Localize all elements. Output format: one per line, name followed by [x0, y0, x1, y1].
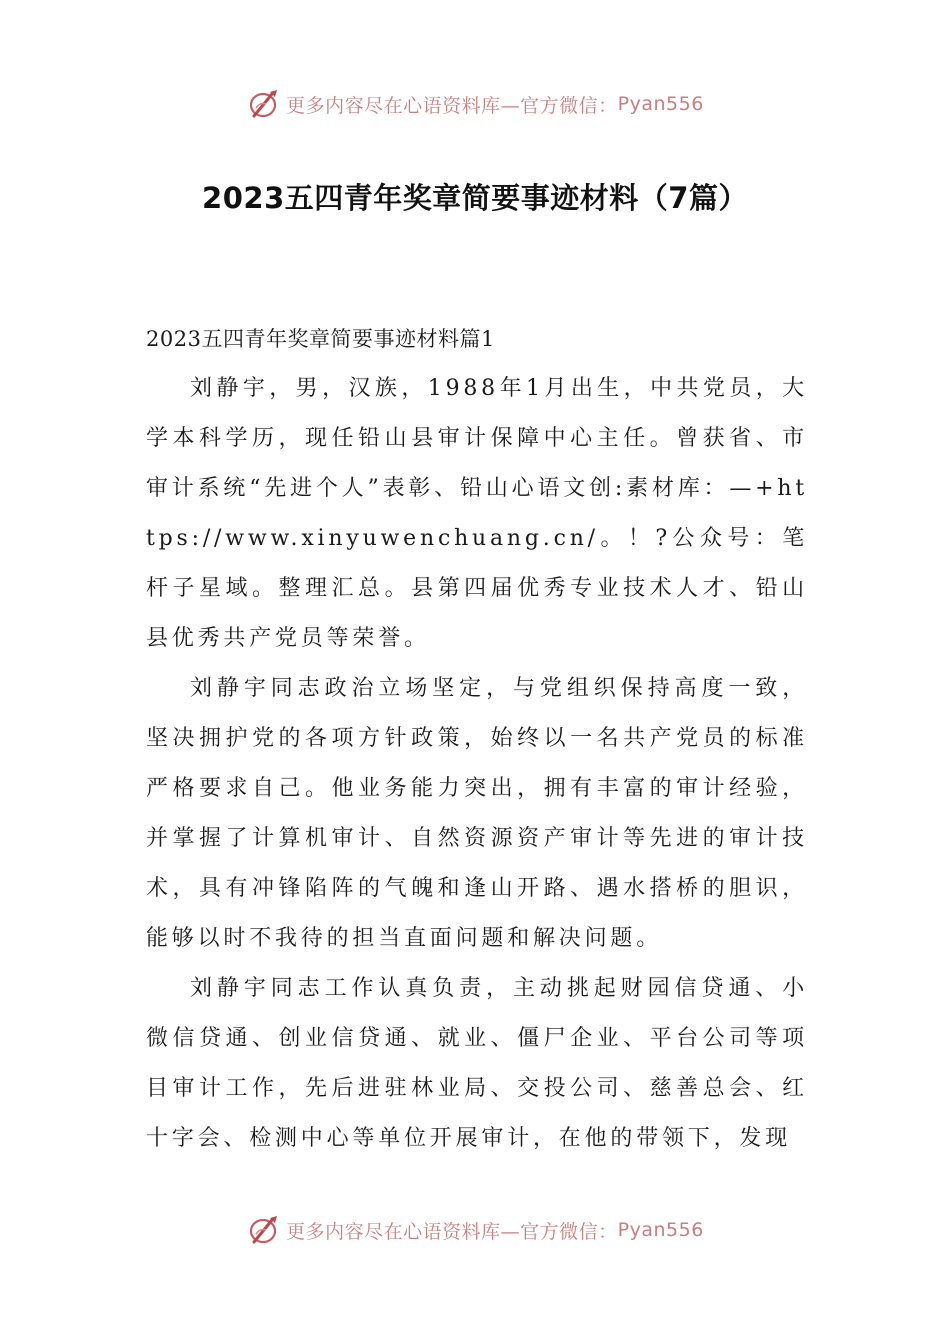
body-paragraph-3: 刘静宇同志工作认真负责，主动挑起财园信贷通、小微信贷通、创业信贷通、就业、僵尸企业、平台公司等项目审计工作，先后进驻林业局、交投公司、慈善总会、红十字会、检测中心等单位开展审计，在他的带领下，发现: [146, 976, 808, 1151]
document-body: [146, 314, 808, 1164]
footer-watermark-banner: [0, 1210, 950, 1250]
pen-nib-logo-icon: [246, 86, 282, 122]
wechat-id: Pyan556: [617, 1219, 704, 1241]
watermark-text: 更多内容尽在心语资料库—官方微信：: [286, 1220, 618, 1243]
watermark-text: 更多内容尽在心语资料库—官方微信：: [286, 94, 618, 117]
wechat-id: Pyan556: [617, 93, 704, 115]
section-heading: 2023五四青年奖章简要事迹材料篇1: [146, 327, 495, 351]
document-title: 2023五四青年奖章简要事迹材料（7篇）: [202, 181, 748, 215]
pen-nib-logo-icon: [246, 1212, 282, 1248]
header-watermark-banner: [0, 84, 950, 124]
body-paragraph-2: 刘静宇同志政治立场坚定，与党组织保持高度一致，坚决拥护党的各项方针政策，始终以一名共产党员的标准严格要求自己。他业务能力突出，拥有丰富的审计经验，并掌握了计算机审计、自然资源资产审计等先进的审计技术，具有冲锋陷阵的气魄和逢山开路、遇水搭桥的胆识，能够以时不我待的担当直面问题和解决问题。: [146, 676, 808, 951]
body-paragraph-1: 刘静宇，男，汉族，1988年1月出生，中共党员，大学本科学历，现任铅山县审计保障中心主任。曾获省、市审计系统“先进个人”表彰、铅山心语文创:素材库：—+https://www.xinyuwenchuang.cn/。！?公众号：笔杆子星域。整理汇总。县第四届优秀专业技术人才、铅山县优秀共产党员等荣誉。: [146, 376, 808, 651]
